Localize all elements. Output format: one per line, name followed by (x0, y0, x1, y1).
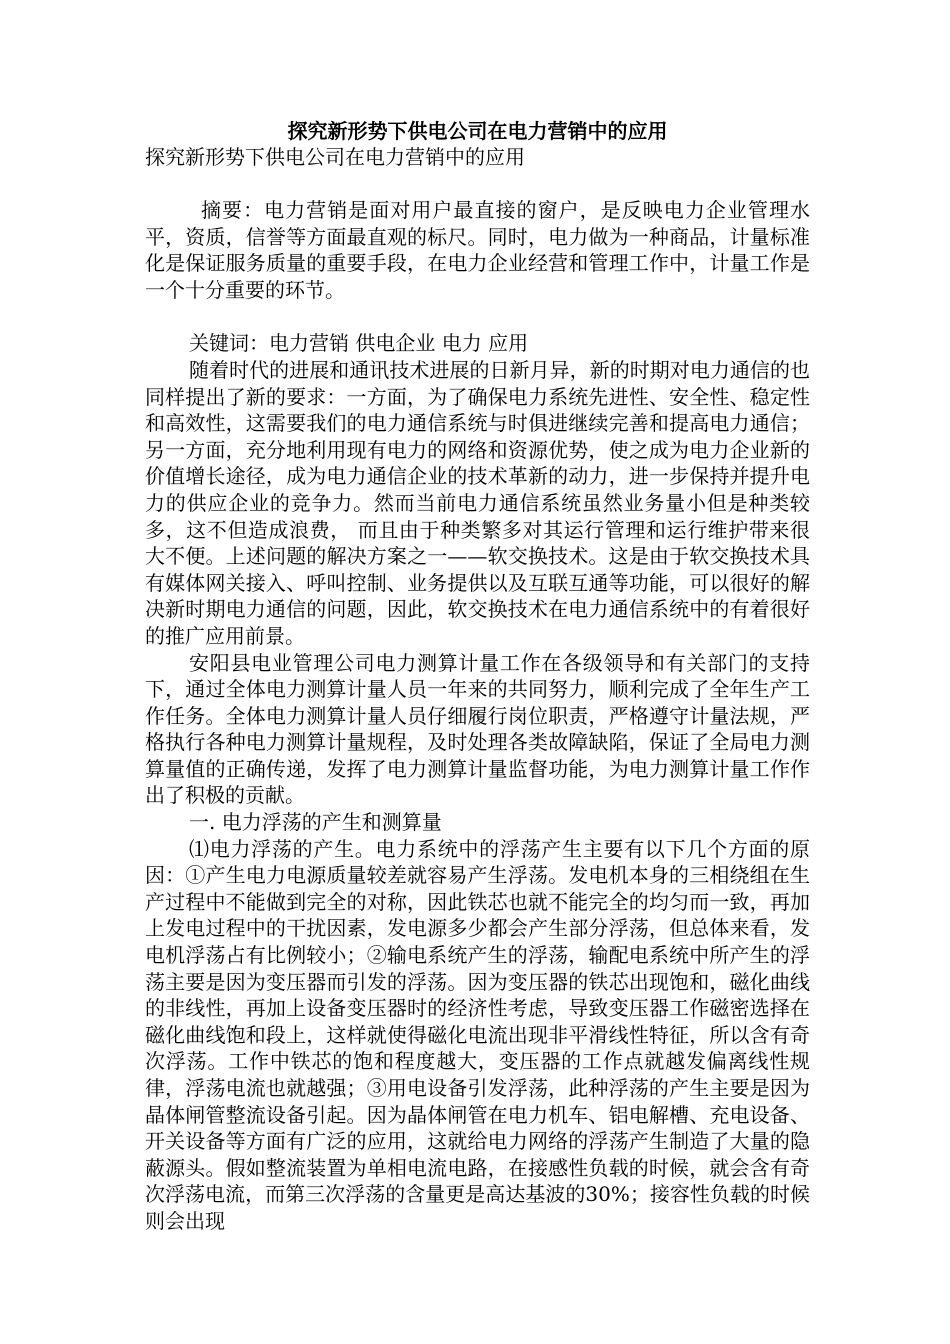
document-subtitle: 探究新形势下供电公司在电力营销中的应用 (145, 145, 525, 169)
section-heading: 一. 电力浮荡的产生和测算量 (189, 810, 442, 835)
abstract-paragraph: 摘要：电力营销是面对用户最直接的窗户，是反映电力企业管理水平，资质，信誉等方面最直观的标尺。同时，电力做为一种商品，计量标准化是保证服务质量的重要手段，在电力企业经营和管理工作中，计量工作是一个十分重要的环节。 (145, 198, 810, 302)
body-paragraph: 随着时代的进展和通讯技术进展的日新月异，新的时期对电力通信的也同样提出了新的要求：一方面，为了确保电力系统先进性、安全性、稳定性和高效性，这需要我们的电力通信系统与时俱进继续完善和提高电力通信；另一方面，充分地利用现有电力的网络和资源优势，使之成为电力企业新的价值增长途径，成为电力通信企业的技术革新的动力，进一步保持并提升电力的供应企业的竞争力。然而当前电力通信系统虽然业务量小但是种类较多，这不但造成浪费， 而且由于种类繁多对其运行管理和运行维护带来很大不便。上述问题的解决方案之一——软交换技术。这是由于软交换技术具有媒体网关接入、呼叫控制、业务提供以及互联互通等功能，可以很好的解决新时期电力通信的问题，因此，软交换技术在电力通信系统中的有着很好的推广应用前景。 (145, 357, 810, 648)
body-paragraph: 安阳县电业管理公司电力测算计量工作在各级领导和有关部门的支持下，通过全体电力测算计量人员一年来的共同努力，顺利完成了全年生产工作任务。全体电力测算计量人员仔细履行岗位职责，严格遵守计量法规，严格执行各种电力测算计量规程，及时处理各类故障缺陷，保证了全局电力测算量值的正确传递，发挥了电力测算计量监督功能，为电力测算计量工作作出了积极的贡献。 (145, 650, 810, 808)
document-page (145, 118, 810, 1235)
document-title: 探究新形势下供电公司在电力营销中的应用 (287, 119, 668, 143)
section-paragraph: ⑴电力浮荡的产生。电力系统中的浮荡产生主要有以下几个方面的原因：①产生电力电源质量较差就容易产生浮荡。发电机本身的三相绕组在生产过程中不能做到完全的对称，因此铁芯也就不能完全的均匀而一致，再加上发电过程中的干扰因素，发电源多少都会产生部分浮荡，但总体来看，发电机浮荡占有比例较小；②输电系统产生的浮荡，输配电系统中所产生的浮荡主要是因为变压器而引发的浮荡。因为变压器的铁芯出现饱和，磁化曲线的非线性，再加上设备变压器时的经济性考虑，导致变压器工作磁密选择在磁化曲线饱和段上，这样就使得磁化电流出现非平滑线性特征，所以含有奇次浮荡。工作中铁芯的饱和程度越大，变压器的工作点就越发偏离线性规律，浮荡电流也就越强；③用电设备引发浮荡，此种浮荡的产生主要是因为晶体闸管整流设备引起。因为晶体闸管在电力机车、铝电解槽、充电设备、开关设备等方面有广泛的应用，这就给电力网络的浮荡产生制造了大量的隐蔽源头。假如整流装置为单相电流电路，在接感性负载的时候，就会含有奇次浮荡电流，而第三次浮荡的含量更是高达基波的30%；接容性负载的时候则会出现 (145, 836, 810, 1233)
keywords-line: 关键词：电力营销 供电企业 电力 应用 (189, 331, 529, 356)
